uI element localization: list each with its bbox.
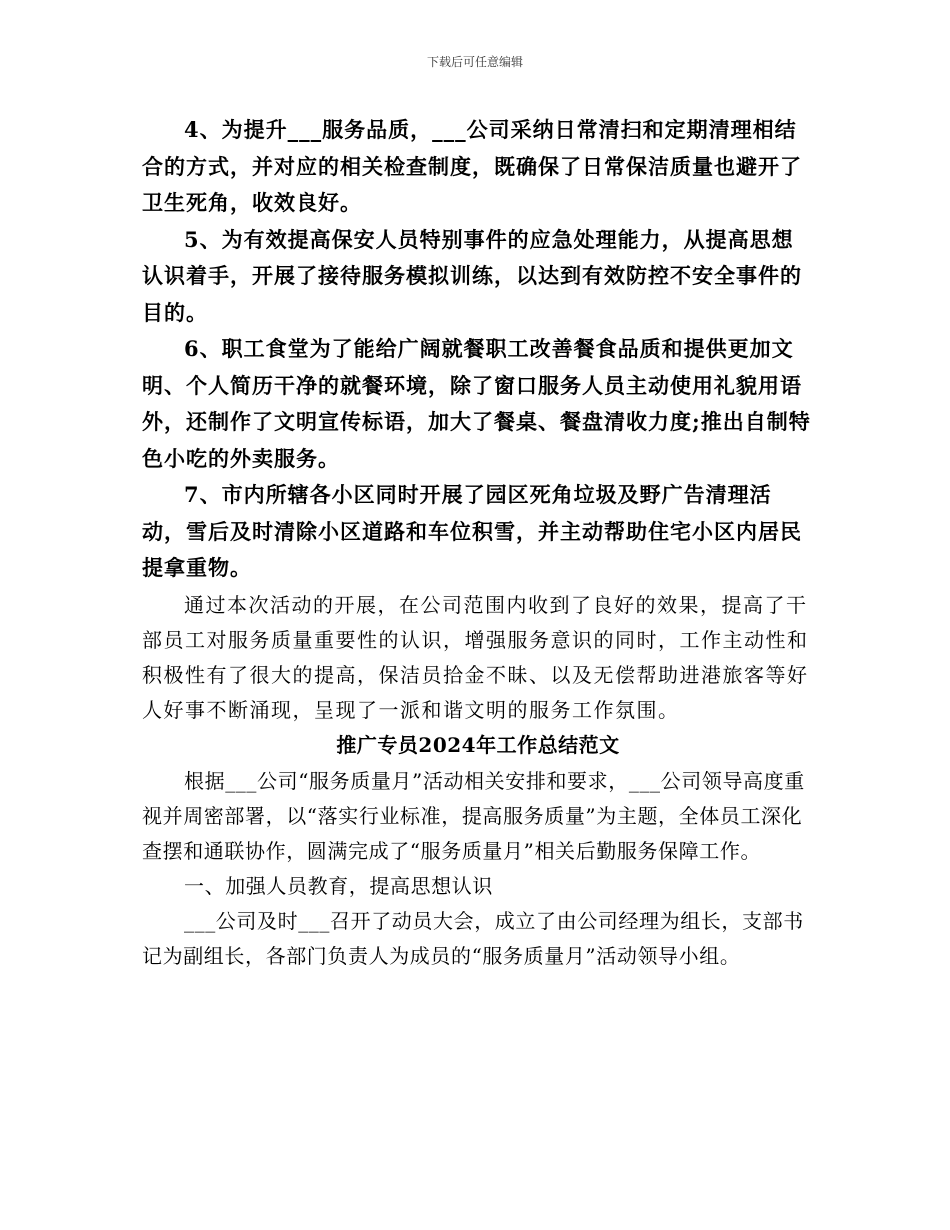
- list-item: 4、为提升___服务品质，___公司采纳日常清扫和定期清理相结合的方式，并对应的相关检查制度，既确保了日常保洁质量也避开了卫生死角，收效良好。: [142, 117, 802, 215]
- intro-paragraph: 根据___公司“服务质量月”活动相关安排和要求，___公司领导高度重视并周密部署，以“落实行业标准，提高服务质量”为主题，全体员工深化查摆和通联协作，圆满完成了“服务质量月”相关后勤服务保障工作。: [142, 768, 805, 863]
- intro-block: [142, 764, 814, 974]
- page-header-note: 下载后可任意编辑: [426, 55, 523, 69]
- list-item: 7、市内所辖各小区同时开展了园区死角垃圾及野广告清理活动，雪后及时清除小区道路和车位积雪，并主动帮助住宅小区内居民提拿重物。: [142, 482, 802, 580]
- document-title: 推广专员2024年工作总结范文: [336, 732, 620, 757]
- document-body: [142, 112, 814, 974]
- measures-list: [142, 112, 814, 587]
- list-item: 5、为有效提高保安人员特别事件的应急处理能力，从提高思想认识着手，开展了接待服务模拟训练，以达到有效防控不安全事件的目的。: [142, 226, 802, 325]
- section-paragraph: ___公司及时___召开了动员大会，成立了由公司经理为组长，支部书记为副组长，各部门负责人为成员的“服务质量月”活动领导小组。: [142, 908, 804, 968]
- list-item: 6、职工食堂为了能给广阔就餐职工改善餐食品质和提供更加文明、个人简历干净的就餐环境，除了窗口服务人员主动使用礼貌用语外，还制作了文明宣传标语，加大了餐桌、餐盘清收力度;推出自制特色小吃的外卖服务。: [142, 336, 811, 471]
- section-heading: 一、加强人员教育，提高思想认识: [184, 873, 493, 898]
- summary-paragraph: 通过本次活动的开展，在公司范围内收到了良好的效果，提高了干部员工对服务质量重要性的认识，增强服务意识的同时，工作主动性和积极性有了很大的提高，保洁员拾金不昧、以及无偿帮助进港旅客等好人好事不断涌现，呈现了一派和谐文明的服务工作氛围。: [142, 592, 809, 722]
- summary-block: [142, 588, 814, 728]
